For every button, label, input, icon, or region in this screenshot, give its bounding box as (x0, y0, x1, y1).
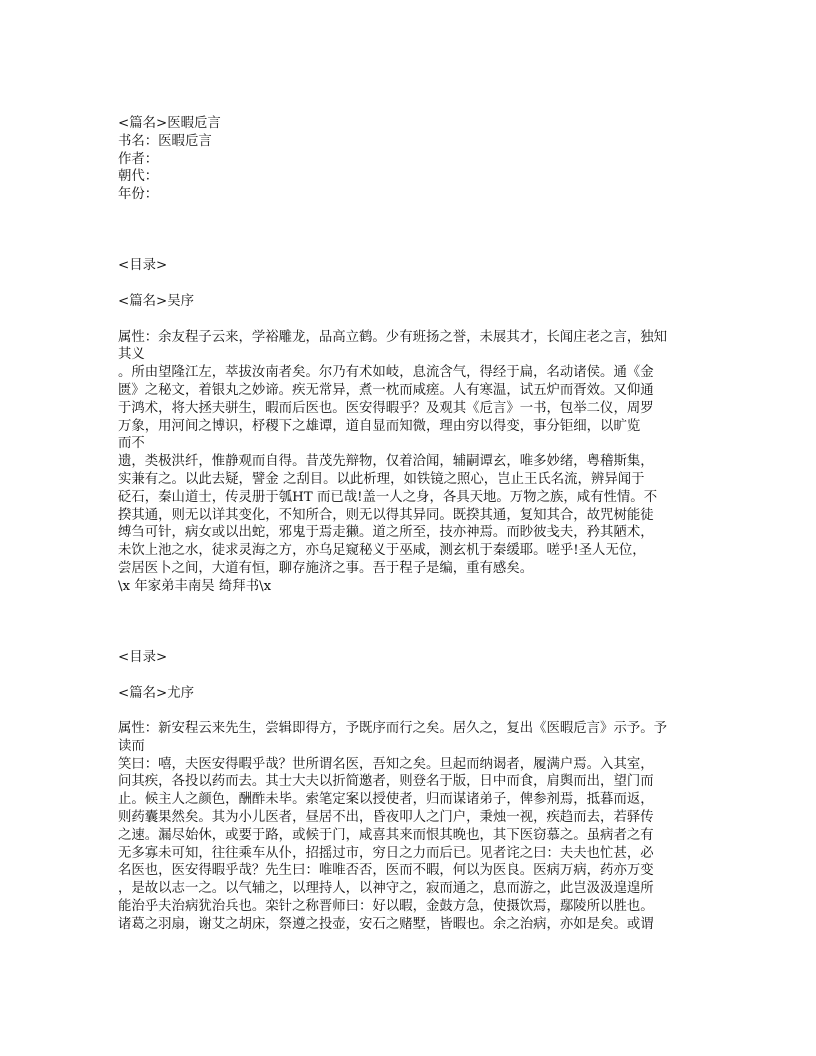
text-line: 遗，类极洪纤，惟静观而自得。昔茂先辩物，仅着洽闻，辅嗣谭玄，唯多妙绪，粤稽斯集， (118, 454, 654, 470)
text-line: 匮》之秘文，着银丸之妙谛。疾无常异，煮一枕而咸瘥。人有寒温，试五炉而胥效。又仰通 (118, 382, 654, 398)
section-you-preface (118, 649, 693, 934)
text-line: 无多寡未可知，往往乘车从仆，招摇过市，穷日之力而后已。见者诧之曰：夫夫也忙甚，必 (118, 845, 654, 861)
text-line: 未饮上池之水，徒求灵海之方，亦乌足窥秘义于巫咸，测玄机于秦缓耶。嗟乎!圣人无位， (118, 543, 646, 559)
blank-line (118, 613, 693, 631)
text-line: 属性：新安程云来先生，尝辑即得方，予既序而行之矣。居久之，复出《医暇卮言》示予。予 (118, 721, 668, 737)
blank-line (118, 240, 693, 258)
blank-line (118, 204, 693, 222)
text-line: 读而 (118, 738, 145, 754)
header-line: 朝代： (118, 169, 159, 185)
text-line: 而不 (118, 436, 145, 452)
text-line: 。所由望隆江左，萃拔汝南者矣。尔乃有术如岐，息流含气，得经于扁，名动诸侯。通《金 (118, 365, 654, 381)
section-wu-preface (118, 257, 693, 595)
header-line: 作者： (118, 151, 159, 167)
document-page (118, 115, 693, 934)
toc-label: <目录> (118, 258, 168, 274)
document-header (118, 115, 693, 204)
blank-line (118, 631, 693, 649)
header-line: 书名：医暇卮言 (118, 133, 212, 149)
blank-line (118, 596, 693, 614)
blank-line (118, 222, 693, 240)
text-line: 万象，用河间之博识，杼稷下之雄谭，道自显而知微，理由穷以得变，事分钜细，以旷览 (118, 418, 641, 434)
text-line: 则药囊果然矣。其为小儿医者，昼居不出，昏夜叩人之门户，秉烛一视，疾趋而去，若驿传 (118, 810, 654, 826)
blank-line (118, 702, 693, 720)
text-line: 尝居医卜之间，大道有恒，聊存施济之事。吾于程子是编，重有感矣。 (118, 560, 534, 576)
text-line: 于鸿术，将大拯夫骈生，暇而后医也。医安得暇乎？及观其《卮言》一书，包举二仪，周罗 (118, 400, 654, 416)
text-line: \x 年家弟丰南吴 绮拜书\x (118, 578, 272, 594)
text-line: 实兼有之。以此去疑，譬金 之刮目。以此析理，如铁镜之照心，岂止王氏名流，辨异闻于 (118, 471, 645, 487)
text-line: ，是故以志一之。以气辅之，以理持人，以神守之，寂而通之，息而游之，此岂汲汲遑遑所 (118, 881, 654, 897)
text-line: 属性：余友程子云来，学裕雕龙，品高立鹤。少有班扬之誉，未展其才，长闻庄老之言，独知 (118, 329, 668, 345)
text-line: 问其疾，各投以药而去。其士大夫以折简邀者，则登名于版，日中而食，肩舆而出，望门而 (118, 774, 654, 790)
blank-line (118, 275, 693, 293)
header-line: 年份： (118, 187, 159, 203)
header-line: <篇名>医暇卮言 (118, 116, 221, 131)
blank-line (118, 311, 693, 329)
section-title: <篇名>吴序 (118, 293, 195, 309)
text-line: 缚刍可针，病女或以出蛇，邪鬼于焉走獭。道之所至，技亦神焉。而眇彼戋夫，矜其陋术， (118, 525, 654, 541)
text-line: 之速。漏尽始休，或要于路，或候于门，咸喜其来而恨其晚也，其下医窃慕之。虽病者之有 (118, 827, 654, 843)
text-line: 揆其通，则无以详其变化，不知所合，则无以得其异同。既揆其通，复知其合，故咒树能徒 (118, 507, 654, 523)
text-line: 砭石，秦山道士，传灵册于瓠HT 而已哉!盖一人之身，各具天地。万物之族，咸有性情。不 (118, 489, 658, 505)
text-line: 止。候主人之颜色，酬酢未毕。索笔定案以授使者，归而谋诸弟子，俾参剂焉，抵暮而返， (118, 792, 654, 808)
toc-label: <目录> (118, 649, 168, 665)
text-line: 其义 (118, 347, 145, 363)
text-line: 笑曰：嘻，夫医安得暇乎哉？世所谓名医，吾知之矣。旦起而纳谒者，履满户焉。入其室， (118, 756, 654, 772)
text-line: 名医也，医安得暇乎哉？先生曰：唯唯否否，医而不暇，何以为医良。医病万病，药亦万变 (118, 863, 654, 879)
text-line: 诸葛之羽扇，谢艾之胡床，祭遵之投壶，安石之赌墅，皆暇也。余之治病，亦如是矣。或谓 (118, 916, 654, 932)
blank-line (118, 667, 693, 685)
text-line: 能治乎夫治病犹治兵也。栾针之称晋师曰：好以暇，金鼓方急，使摄饮焉，鄢陵所以胜也。 (118, 899, 654, 915)
section-title: <篇名>尤序 (118, 685, 195, 701)
